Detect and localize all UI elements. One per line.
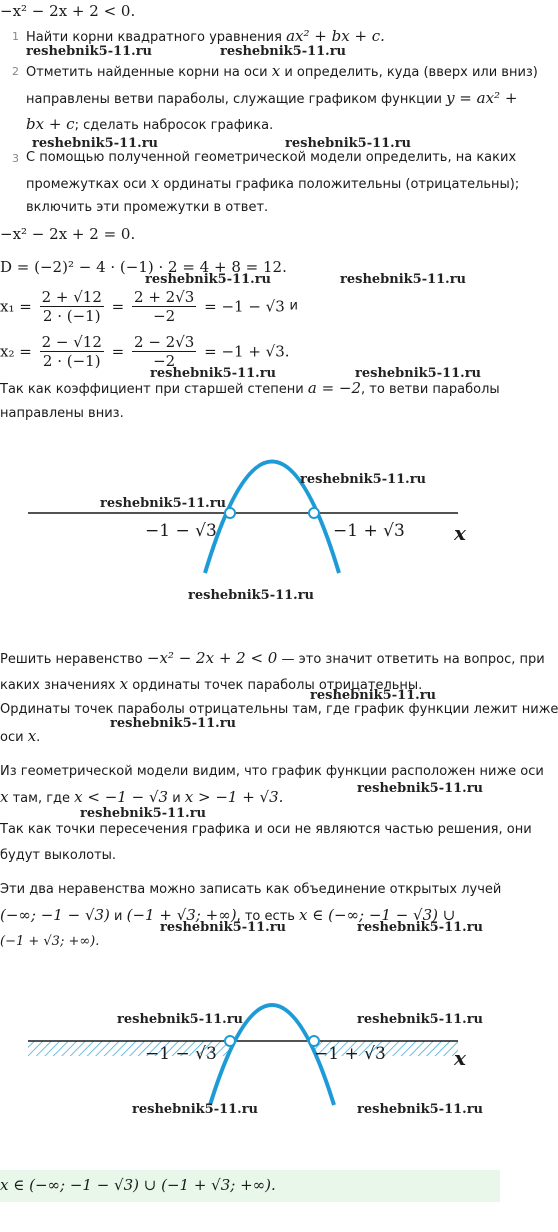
fraction — [132, 333, 196, 370]
reasoning-line-7: Так как точки пересечения графика и оси не являются частью решения, они — [0, 822, 532, 837]
text: Решить неравенство — [0, 652, 147, 667]
denominator: −2 — [153, 352, 176, 370]
text: каких значениях — [0, 678, 120, 693]
watermark: reshebnik5-11.ru — [355, 366, 482, 381]
numerator: 2 + 2√3 — [134, 288, 195, 306]
watermark: reshebnik5-11.ru — [80, 806, 207, 821]
fraction — [40, 333, 104, 370]
reasoning-line-3: Ординаты точек параболы отрицательны там, где график функции лежит ниже — [0, 702, 558, 717]
text: там, где — [8, 791, 75, 806]
text: ординаты точек параболы отрицательны. — [128, 678, 423, 693]
text: , то ветви параболы — [361, 382, 500, 397]
axis-label-x: x — [454, 1046, 466, 1070]
watermark: reshebnik5-11.ru — [310, 688, 437, 703]
step-3-line-3: включить эти промежутки в ответ. — [26, 200, 269, 215]
text: — это значит ответить на вопрос, при — [277, 652, 545, 667]
axis-label-x: x — [454, 521, 466, 545]
text: Так как коэффициент при старшей степени — [0, 382, 308, 397]
root-label-left: −1 − √3 — [145, 521, 217, 541]
root-label-right: −1 + √3 — [314, 1044, 386, 1064]
step-3-line-2 — [26, 174, 519, 194]
root-x1 — [0, 288, 298, 325]
root-point-right — [309, 508, 319, 518]
step-2-line-2 — [26, 89, 517, 109]
text: и — [109, 909, 127, 924]
watermark: reshebnik5-11.ru — [117, 1012, 244, 1027]
text: и — [168, 791, 185, 806]
numerator: 2 + √12 — [41, 288, 102, 306]
variable: x — [119, 675, 129, 693]
watermark: reshebnik5-11.ru — [145, 272, 272, 287]
step-2-line-1 — [26, 62, 538, 82]
text: . — [36, 730, 41, 745]
reasoning-line-1 — [0, 649, 545, 669]
coefficient: a = −2 — [307, 379, 362, 397]
fraction — [40, 288, 104, 325]
equals: = — [111, 342, 125, 361]
answer-text: x ∈ (−∞; −1 − √3) ∪ (−1 + √3; +∞). — [0, 1176, 276, 1194]
watermark: reshebnik5-11.ru — [160, 920, 287, 935]
numerator: 2 − √12 — [41, 333, 102, 351]
step-2-text: и определить, куда (вверх или вниз) — [280, 65, 538, 80]
x1-result: = −1 − √3 — [204, 297, 285, 316]
function-formula: y = ax² + — [446, 89, 518, 107]
branches-line-1 — [0, 379, 500, 399]
interval-union: x ∈ (−∞; −1 − √3) ∪ — [299, 906, 456, 924]
watermark: reshebnik5-11.ru — [32, 136, 159, 151]
watermark: reshebnik5-11.ru — [110, 716, 237, 731]
text: оси — [0, 730, 28, 745]
root-label-left: −1 − √3 — [145, 1044, 217, 1064]
x2-result: = −1 + √3. — [204, 342, 290, 361]
variable: x — [150, 174, 160, 192]
interval: (−∞; −1 − √3) — [0, 906, 110, 924]
parabola-graph-2 — [0, 990, 500, 1115]
step-1-math: ax² + bx + c. — [286, 27, 385, 45]
variable: x — [27, 727, 37, 745]
watermark: reshebnik5-11.ru — [357, 920, 484, 935]
step-2-line-3 — [26, 115, 273, 135]
step-number: 1 — [12, 30, 19, 43]
problem-statement: −x² − 2x + 2 < 0. — [0, 2, 136, 20]
root-label-right: −1 + √3 — [333, 521, 405, 541]
equation: −x² − 2x + 2 = 0. — [0, 225, 136, 243]
reasoning-line-11: (−1 + √3; +∞). — [0, 934, 100, 949]
numerator: 2 − 2√3 — [134, 333, 195, 351]
watermark: reshebnik5-11.ru — [340, 272, 467, 287]
answer-box — [0, 1170, 500, 1202]
watermark: reshebnik5-11.ru — [357, 1012, 484, 1027]
watermark: reshebnik5-11.ru — [26, 44, 153, 59]
variable: x — [271, 62, 281, 80]
reasoning-line-5: Из геометрической модели видим, что график функции расположен ниже оси — [0, 764, 544, 779]
step-number: 2 — [12, 65, 19, 78]
branches-line-2: направлены вниз. — [0, 406, 124, 421]
root-point-left — [225, 508, 235, 518]
watermark: reshebnik5-11.ru — [357, 781, 484, 796]
inequality: −x² − 2x + 2 < 0 — [146, 649, 278, 667]
watermark: reshebnik5-11.ru — [150, 366, 277, 381]
reasoning-line-6 — [0, 788, 283, 808]
denominator: −2 — [153, 307, 176, 325]
step-2-text: ; сделать набросок графика. — [74, 118, 274, 133]
discriminant: D = (−2)² − 4 · (−1) · 2 = 4 + 8 = 12. — [0, 258, 287, 276]
step-number: 3 — [12, 152, 19, 165]
root-point-left — [225, 1036, 235, 1046]
step-3-line-1: С помощью полученной геометрической модели определить, на каких — [26, 150, 517, 165]
interval: (−1 + √3; +∞) — [126, 906, 237, 924]
watermark: reshebnik5-11.ru — [188, 588, 315, 603]
watermark: reshebnik5-11.ru — [100, 496, 227, 511]
step-1-label: Найти корни квадратного уравнения — [26, 30, 287, 45]
reasoning-line-8: будут выколоты. — [0, 848, 117, 863]
watermark: reshebnik5-11.ru — [357, 1102, 484, 1117]
inequality: x < −1 − √3 — [74, 788, 169, 806]
fraction — [132, 288, 196, 325]
equals: = — [111, 297, 125, 316]
conjunction: и — [289, 298, 298, 314]
text: , то есть — [236, 909, 299, 924]
inequality: x > −1 + √3. — [184, 788, 284, 806]
watermark: reshebnik5-11.ru — [285, 136, 412, 151]
step-3-text: промежутках оси — [26, 177, 151, 192]
denominator: 2 · (−1) — [42, 307, 101, 325]
variable: x — [0, 788, 9, 806]
denominator: 2 · (−1) — [42, 352, 101, 370]
reasoning-line-9: Эти два неравенства можно записать как объединение открытых лучей — [0, 882, 502, 897]
watermark: reshebnik5-11.ru — [220, 44, 347, 59]
x1-label: x₁ = — [0, 297, 32, 316]
reasoning-line-4 — [0, 727, 40, 747]
x2-label: x₂ = — [0, 342, 32, 361]
step-3-text: ординаты графика положительны (отрицательны); — [159, 177, 520, 192]
watermark: reshebnik5-11.ru — [300, 472, 427, 487]
root-x2 — [0, 333, 290, 370]
step-2-text: направлены ветви параболы, служащие графиком функции — [26, 92, 447, 107]
step-2-text: Отметить найденные корни на оси — [26, 65, 272, 80]
function-formula: bx + c — [26, 115, 75, 133]
watermark: reshebnik5-11.ru — [132, 1102, 259, 1117]
